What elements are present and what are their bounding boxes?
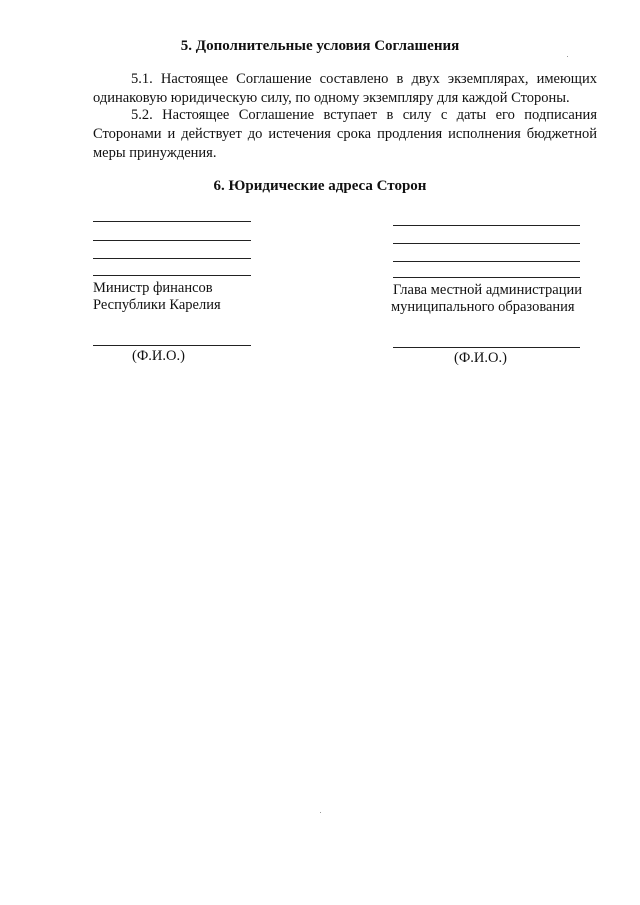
left-fio-caption: (Ф.И.О.)	[132, 348, 185, 364]
right-signer-position-line1: Глава местной администрации	[393, 282, 583, 298]
scan-speck	[320, 812, 321, 813]
address-line	[393, 243, 580, 244]
right-signer-position-line2: муниципального образования	[391, 299, 575, 315]
clause-5-2: 5.2. Настоящее Соглашение вступает в силу с даты его подписания Сторонами и действует до истечения срока продления исполнения бюджетной меры принуждения.	[93, 107, 597, 161]
left-signer-position-line2: Республики Карелия	[93, 297, 221, 313]
left-signature-line	[93, 345, 251, 346]
address-line	[93, 221, 251, 222]
address-line	[393, 261, 580, 262]
scan-speck	[567, 56, 568, 57]
right-fio-caption: (Ф.И.О.)	[454, 350, 507, 366]
section-6-title: 6. Юридические адреса Сторон	[213, 178, 427, 194]
address-line	[393, 277, 580, 278]
address-line	[93, 258, 251, 259]
address-line	[93, 275, 251, 276]
right-signature-line	[393, 347, 580, 348]
clause-5-1: 5.1. Настоящее Соглашение составлено в двух экземплярах, имеющих одинаковую юридическую силу, по одному экземпляру для каждой Стороны.	[93, 71, 597, 106]
section-5-title: 5. Дополнительные условия Соглашения	[180, 38, 460, 54]
left-signer-position-line1: Министр финансов	[93, 280, 213, 296]
address-line	[93, 240, 251, 241]
address-line	[393, 225, 580, 226]
